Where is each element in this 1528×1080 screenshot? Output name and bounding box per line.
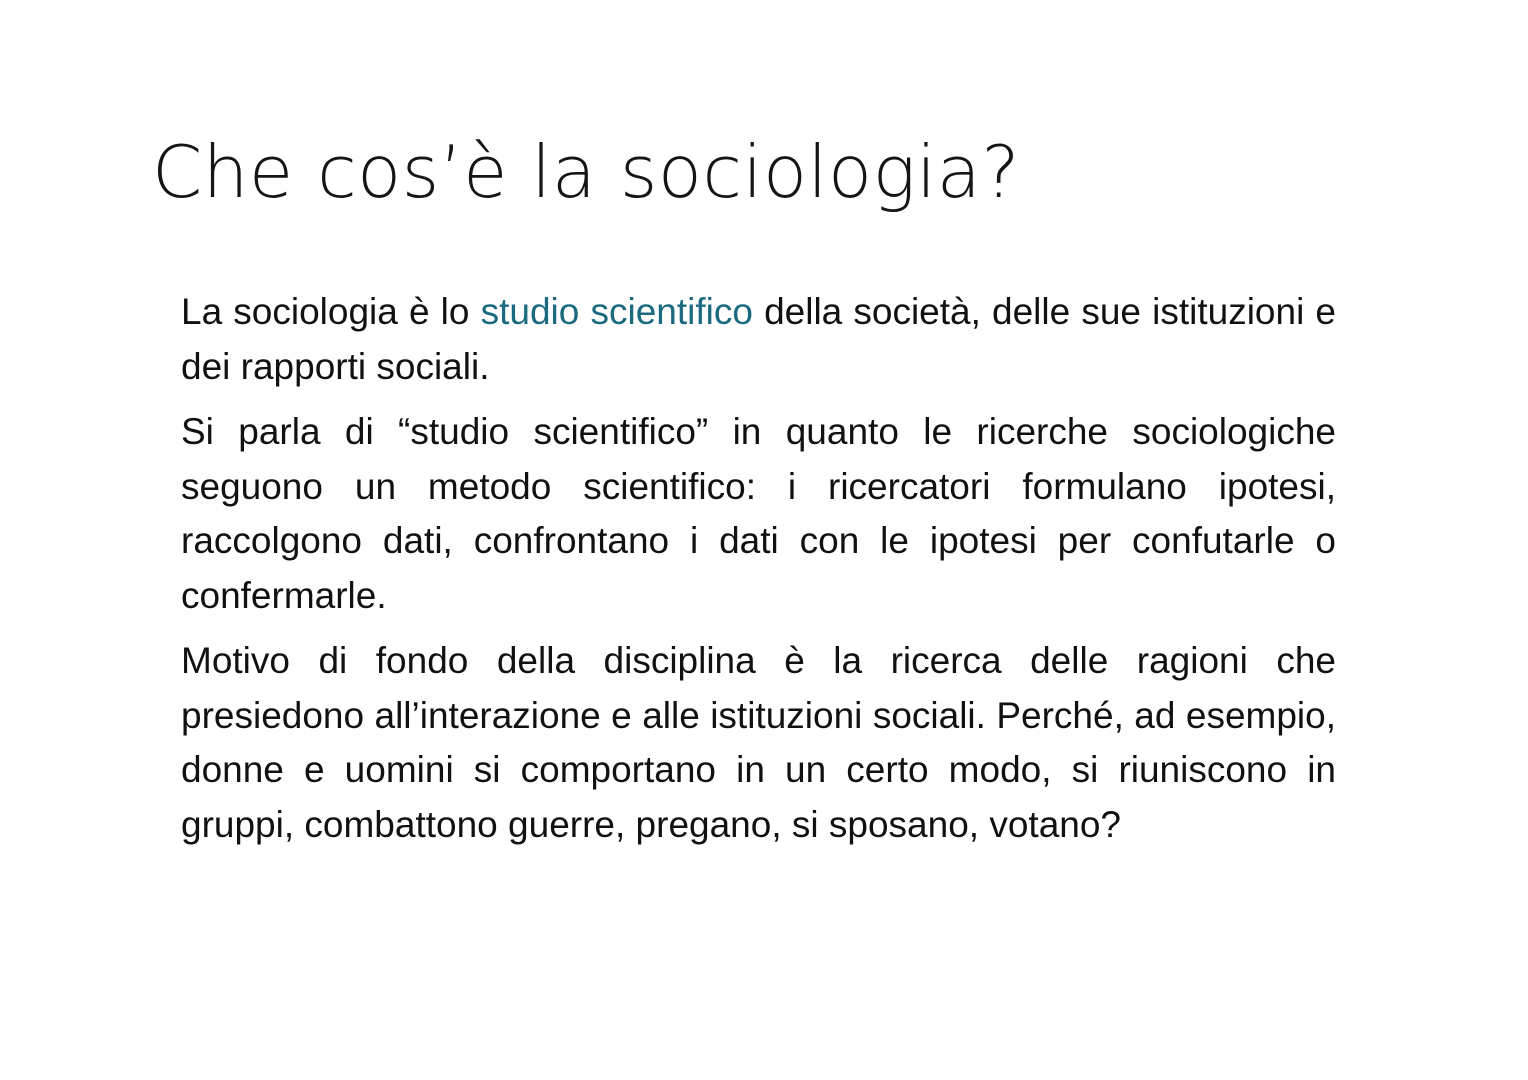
- paragraph-definition: [181, 285, 1336, 394]
- paragraph-motivation: Motivo di fondo della disciplina è la ricerca delle ragioni che presiedono all’interazione e alle istituzioni sociali. Perché, ad esempio, donne e uomini si comportano in un certo modo, si riuniscono in gruppi, combattono guerre, pregano, si sposano, votano?: [181, 640, 1336, 845]
- slide-body: [181, 285, 1336, 863]
- paragraph-definition-after: della società, delle sue istituzioni e dei rapporti sociali.: [181, 291, 1336, 387]
- paragraph-scientific-method: Si parla di “studio scientifico” in quanto le ricerche sociologiche seguono un metodo scientifico: i ricercatori formulano ipotesi, raccolgono dati, confrontano i dati con le ipotesi per confutarle o confermarle.: [181, 411, 1336, 616]
- paragraph-definition-before: La sociologia è lo: [181, 291, 481, 332]
- highlight-studio-scientifico: studio scientifico: [480, 291, 753, 332]
- slide-title: Che cos’è la sociologia?: [152, 130, 1021, 214]
